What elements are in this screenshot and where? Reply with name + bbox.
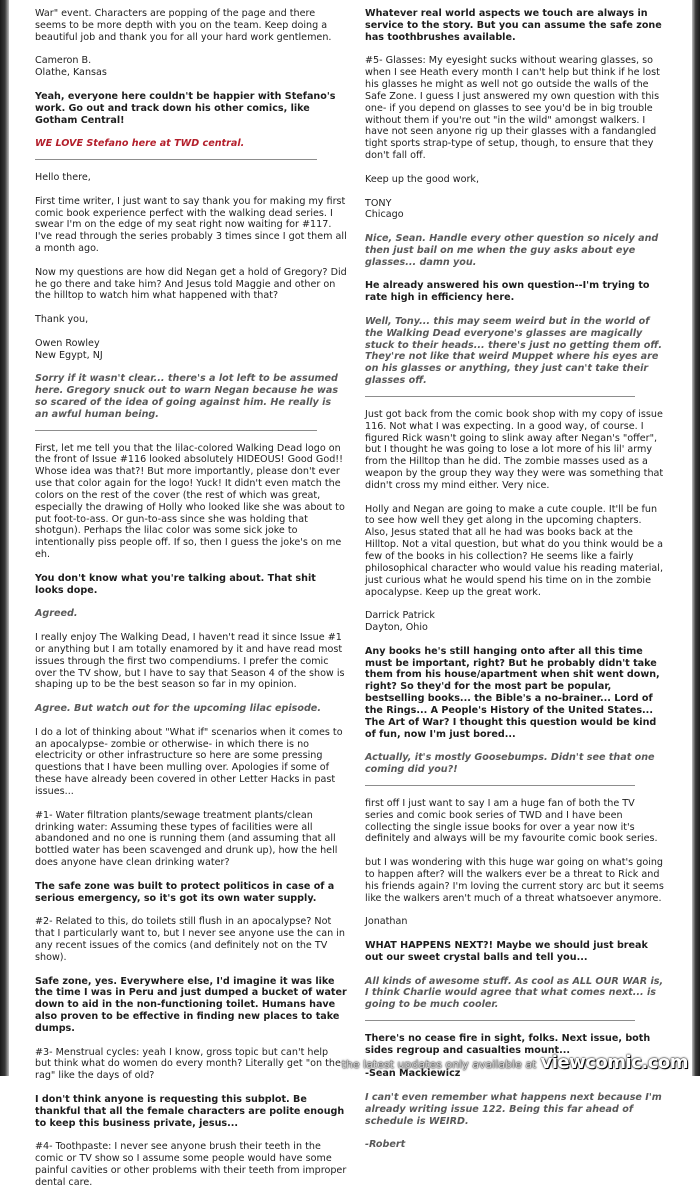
letter-paragraph: #2- Related to this, do toilets still flush in an apocalypse? Not that I particularly want to, but I never see anyone use the can in any recent issues of the comics (and definitely not on the TV show). bbox=[35, 916, 345, 963]
letter-paragraph: Hello there, bbox=[35, 171, 91, 183]
letter-paragraph: #1- Water filtration plants/sewage treatment plants/clean drinking water: Assuming these types of facilities were all abandoned and no one is running them (and assuming that all bottled water has been scavenged and drunk up), how the hell does anyone have clean drinking water? bbox=[35, 809, 338, 869]
editor-reply-italic: I can't even remember what happens next because I'm already writing issue 122. Being this far ahead of schedule is WEIRD. bbox=[365, 1092, 662, 1127]
letter-paragraph: War" event. Characters are popping of the page and there seems to be more depth with you on the team. Keep doing a beautiful job and thank you for all your hard work gentlemen. bbox=[35, 8, 332, 43]
letter-paragraph: TONY Chicago bbox=[365, 197, 404, 221]
watermark-brand: viewcomic.com bbox=[540, 1052, 688, 1073]
section-divider bbox=[365, 1020, 635, 1021]
editor-reply-italic: -Robert bbox=[365, 1139, 406, 1151]
page-edge-left bbox=[0, 0, 9, 1076]
letter-paragraph: Owen Rowley New Egypt, NJ bbox=[35, 337, 103, 361]
letter-paragraph: first off I just want to say I am a huge fan of both the TV series and comic book series of TWD and I have been collecting the single issue books for over a year now it's definitely and always will be my favourite comic book series. bbox=[365, 797, 658, 845]
highlight-reply: WE LOVE Stefano here at TWD central. bbox=[35, 138, 245, 150]
letter-paragraph: First, let me tell you that the lilac-colored Walking Dead logo on the front of Issue #116 looked absolutely HIDEOUS! Good God!! Whose idea was that?! But more importantly, please don't ever use that color again for the logo! Yuck! It didn't even match the colors on the rest of the cover (the rest of which was great, especially the drawing of Holly who looked like she was about to put foot-to-ass. Or gun-to-ass since she was holding that shotgun). Perhaps the lilac color was some sick joke to intentionally piss people off. If so, then I guess the joke's on me eh. bbox=[35, 442, 345, 561]
section-divider bbox=[365, 396, 635, 397]
letter-paragraph: #3- Menstrual cycles: yeah I know, gross topic but can't help but think what do women do every month? Literally get "on the rag" like the days of old? bbox=[35, 1046, 341, 1082]
letter-paragraph: First time writer, I just want to say thank you for making my first comic book experience perfect with the walking dead series. I swear I'm on the edge of my seat right now waiting for #117. I've read through the series probably 3 times since I got them all a month ago. bbox=[35, 195, 347, 255]
editor-reply: -Sean Mackiewicz bbox=[365, 1068, 461, 1080]
editor-reply: WHAT HAPPENS NEXT?! Maybe we should just break out our sweet crystal balls and tell you... bbox=[365, 939, 648, 963]
letter-paragraph: Darrick Patrick Dayton, Ohio bbox=[365, 610, 435, 634]
letter-paragraph: Holly and Negan are going to make a cute couple. It'll be fun to see how well they get along in the upcoming chapters. Also, Jesus stated that all he had was books back at the Hilltop. Not a vital question, but what do you think would be a few of the books in his collection? He seems like a fairly philosophical character who would value his reading material, just curious what he would spend his time on in the zombie apocalypse. Keep up the great work. bbox=[365, 503, 664, 598]
editor-reply: Yeah, everyone here couldn't be happier with Stefano's work. Go out and track down his other comics, like Gotham Central! bbox=[35, 90, 336, 126]
left-column bbox=[35, 8, 347, 1188]
editor-reply: Any books he's still hanging onto after all this time must be important, right? But he probably didn't take them from his house/apartment when shit went down, right? So they'd for the most part be popular, bestselling books... the Bible's a no-brainer... Lord of the Rings... A People's History of the United States... The Art of War? I thought this question would be kind of fun, now I'm just bored... bbox=[365, 645, 660, 740]
letter-paragraph: but I was wondering with this huge war going on what's going to happen after? will the walkers ever be a threat to Rick and his friends again? I'm loving the current story arc but it seems like the walkers aren't much of a threat whatsoever anymore. bbox=[365, 857, 664, 904]
editor-reply: You don't know what you're talking about. That shit looks dope. bbox=[35, 572, 316, 596]
letter-paragraph: #4- Toothpaste: I never see anyone brush their teeth in the comic or TV show so I assume some people would have some painful cavities or other problems with their teeth from improper dental care. bbox=[35, 1141, 347, 1188]
editor-reply: Safe zone, yes. Everywhere else, I'd imagine it was like the time I was in Peru and just dumped a bucket of water down to aid in the non-functioning toilet. Humans have also proven to be effective in finding new places to take dumps. bbox=[35, 975, 347, 1034]
editor-reply-italic: All kinds of awesome stuff. As cool as ALL OUR WAR is, I think Charlie would agree that what comes next... is going to be much cooler. bbox=[365, 975, 664, 1011]
letter-paragraph: I do a lot of thinking about "What if" scenarios when it comes to an apocalypse- zombie or otherwise- in which there is no electricity or other infrastructure so here are some pressing questions that I have been mulling over. Apologies if some of these have already been covered in other Letter Hacks in past issues... bbox=[35, 726, 343, 797]
watermark-note: the latest updates only available at bbox=[341, 1058, 537, 1071]
letter-paragraph: Cameron B. Olathe, Kansas bbox=[35, 55, 107, 79]
section-divider bbox=[35, 159, 317, 160]
section-divider bbox=[35, 430, 317, 431]
editor-reply: Whatever real world aspects we touch are always in service to the story. But you can assume the safe zone has toothbrushes available. bbox=[365, 8, 662, 43]
editor-reply-italic: Actually, it's mostly Goosebumps. Didn't see that one coming did you?! bbox=[365, 752, 655, 776]
editor-reply: I don't think anyone is requesting this subplot. Be thankful that all the female characters are polite enough to keep this business private, jesus... bbox=[35, 1093, 345, 1129]
editor-reply: There's no cease fire in sight, folks. Next issue, both sides regroup and casualties mount... bbox=[365, 1032, 651, 1056]
editor-reply-italic: Agreed. bbox=[35, 608, 78, 620]
page-edge-right bbox=[692, 0, 700, 1076]
letter-paragraph: Now my questions are how did Negan get a hold of Gregory? Did he go there and take him? And Jesus told Maggie and other on the hilltop to watch him what happened with that? bbox=[35, 266, 347, 302]
letter-paragraph: I really enjoy The Walking Dead, I haven't read it since Issue #1 or anything but I am totally enamored by it and have read most issues through the first two compendiums. I prefer the comic over the TV show, but I have to say that Season 4 of the show is shaping up to be the best season so far in my opinion. bbox=[35, 632, 345, 691]
letter-paragraph: Just got back from the comic book shop with my copy of issue 116. Not what I was expecting. In a good way, of course. I figured Rick wasn't going to slink away after Negan's "offer", but I thought he was going to lose a lot more of his lil' army from the Hilltop than he did. The zombie masses used as a weapon by the group they way they were was something that didn't cross my mind either. Very nice. bbox=[365, 408, 664, 491]
editor-reply-italic: Well, Tony... this may seem weird but in the world of the Walking Dead everyone's glasses are magically stuck to their heads... there's just no getting them off. They're not like that weird Muppet where his eyes are on his glasses or anything, they just can't take their glasses off. bbox=[365, 315, 663, 387]
letter-paragraph: Thank you, bbox=[35, 314, 89, 326]
watermark bbox=[342, 1052, 688, 1073]
editor-reply-italic: Sorry if it wasn't clear... there's a lot left to be assumed here. Gregory snuck out to warn Negan because he was so scared of the idea of going against him. He really is an awful human being. bbox=[35, 373, 339, 420]
editor-reply: The safe zone was built to protect politicos in case of a serious emergency, so it's got its own water supply. bbox=[35, 880, 335, 904]
editor-reply: He already answered his own question--I'm trying to rate high in efficiency here. bbox=[365, 280, 650, 304]
editor-reply-italic: Nice, Sean. Handle every other question so nicely and then just bail on me when the guy asks about eye glasses... damn you. bbox=[365, 233, 659, 268]
letter-paragraph: Keep up the good work, bbox=[365, 173, 480, 185]
editor-reply-italic: Agree. But watch out for the upcoming lilac episode. bbox=[35, 703, 321, 715]
letter-paragraph: #5- Glasses: My eyesight sucks without wearing glasses, so when I see Heath every month I can't help but think if he lost his glasses he might as well not go outside the walls of the Safe Zone. I guess I just answered my own question with this one- if you depend on glasses to see you'd be in big trouble without them if you're out "in the wild" amongst walkers. I have not seen anyone rig up their glasses with a fandangled tight sports strap-type of setup, though, to ensure that they don't fall off. bbox=[365, 55, 660, 162]
section-divider bbox=[365, 785, 635, 786]
letter-paragraph: Jonathan bbox=[365, 916, 408, 928]
